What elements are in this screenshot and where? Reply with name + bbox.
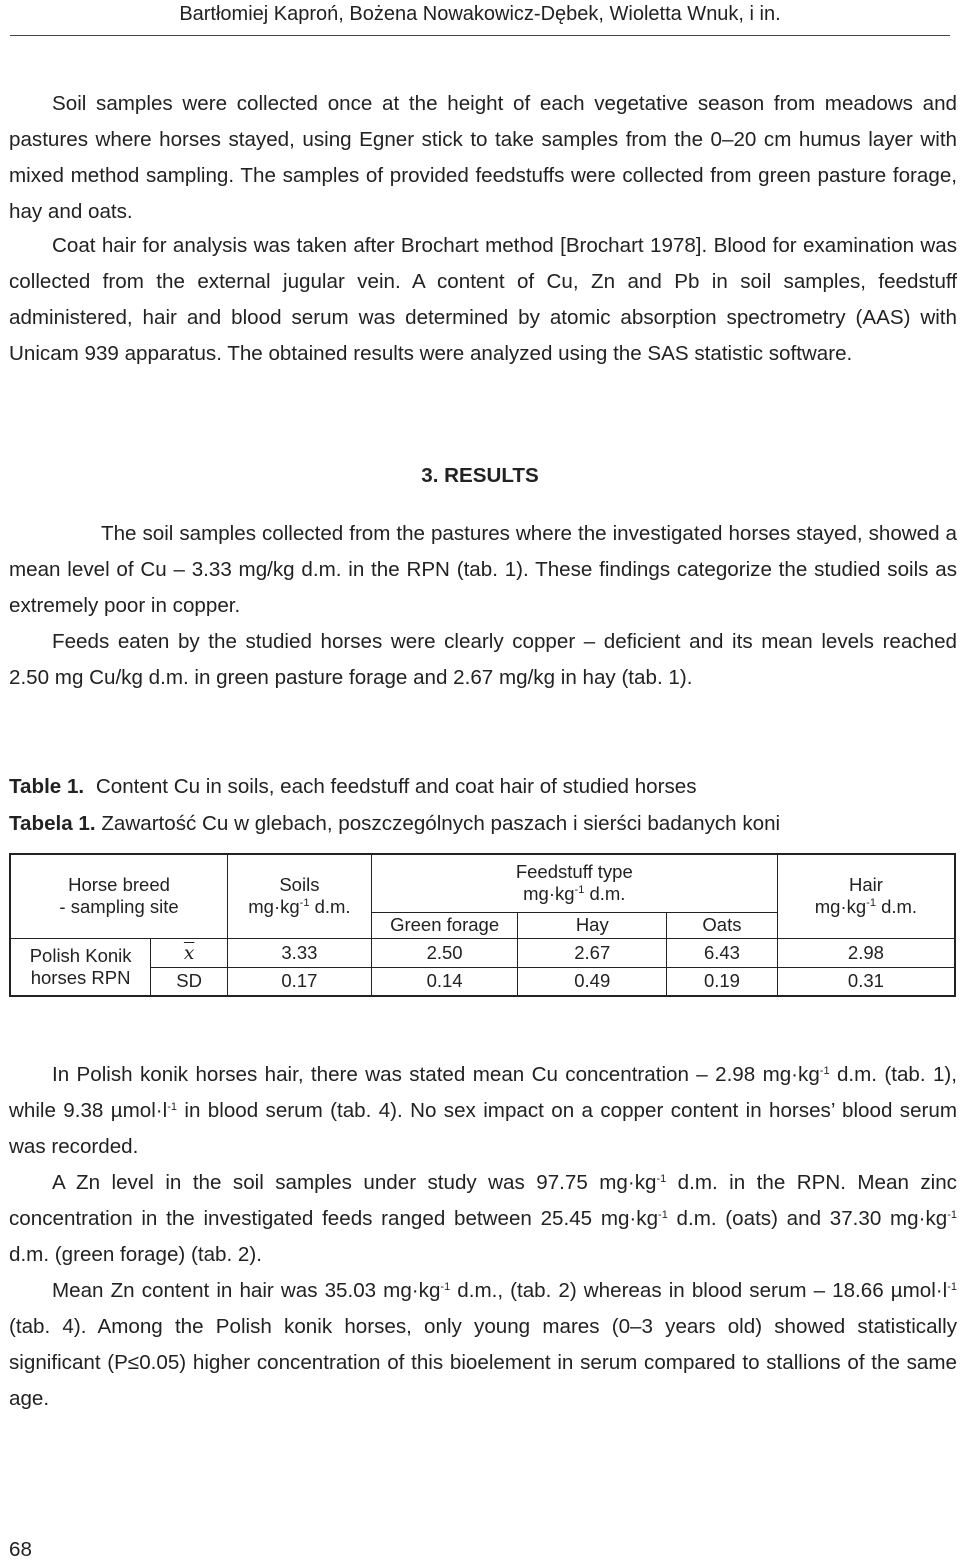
cu-content-table [9,853,956,997]
table-caption-en: Table 1. Content Cu in soils, each feedstuff and coat hair of studied horses [9,775,697,798]
sd-oats: 0.19 [667,967,778,996]
discussion-paragraph-2: A Zn level in the soil samples under study was 97.75 $mg\cdot kg^{-1}$ d.m. in the RPN. Mean zinc concentration in the investigated feeds ranged between 25.45 $mg\cdot kg^{-1}$ d.m. (oats) and 37.30 $mg\cdot kg^{-1}$ d.m. (green forage) (tab. 2). [9,1171,957,1266]
sd-green-forage: 0.14 [371,967,518,996]
mean-hay: 2.67 [518,938,667,967]
sd-hay: 0.49 [518,967,667,996]
sd-soils: 0.17 [228,967,372,996]
methods-paragraph-1: Soil samples were collected once at the height of each vegetative season from meadows and pastures where horses stayed, using Egner stick to take samples from the 0–20 cm humus layer with mixed method sampling. The samples of provided feedstuffs were collected from green pasture forage, hay and oats. [9,92,957,223]
running-header [0,0,960,30]
header-hay: Hay [518,912,667,938]
results-paragraph-2: Feeds eaten by the studied horses were clearly copper – deficient and its mean levels reached 2.50 mg Cu/kg d.m. in green pasture forage and 2.67 mg/kg in hay (tab. 1). [9,630,957,689]
sd-hair: 0.31 [777,967,955,996]
header-horse-breed: Horse breed - sampling site [10,854,228,938]
mean-hair: 2.98 [777,938,955,967]
mean-green-forage: 2.50 [371,938,518,967]
header-hair: Hair $mg\cdot kg^{-1}$ d.m. [777,854,955,938]
results-paragraph-1: The soil samples collected from the pastures where the investigated horses stayed, showed a mean level of Cu – 3.33 mg/kg d.m. in the RPN (tab. 1). These findings categorize the studied soils as extremely poor in copper. [9,522,957,617]
sd-symbol: SD [151,967,228,996]
page-number: 68 [9,1538,32,1561]
discussion-paragraph-3: Mean Zn content in hair was 35.03 $mg\cdot kg^{-1}$ d.m., (tab. 2) whereas in blood serum – 18.66 $\mu mol\cdot l^{-1}$ (tab. 4). Among the Polish konik horses, only young mares (0–3 years old) showed statistically significant (P≤0.05) higher concentration of this bioelement in serum compared to stallions of the same age. [9,1279,957,1410]
methods-paragraph-2: Coat hair for analysis was taken after Brochart method [Brochart 1978]. Blood for examination was collected from the external jugular vein. A content of Cu, Zn and Pb in soil samples, feedstuff administered, hair and blood serum was determined by atomic absorption spectrometry (AAS) with Unicam 939 apparatus. The obtained results were analyzed using the SAS statistic software. [9,234,957,365]
row-label-polish-konik: Polish Konik horses RPN [10,938,151,996]
mean-soils: 3.33 [228,938,372,967]
header-authors: Bartłomiej Kaproń, Bożena Nowakowicz-Dębek, Wioletta Wnuk, i in. [179,3,781,25]
mean-symbol: $\overline{x}$ [151,938,228,967]
header-green-forage: Green forage [371,912,518,938]
table-caption-pl: Tabela 1. Zawartość Cu w glebach, poszczególnych paszach i sierści badanych koni [9,812,781,835]
header-soils: Soils $mg\cdot kg^{-1}$ d.m. [228,854,372,938]
header-oats: Oats [667,912,778,938]
header-feedstuff-type: Feedstuff type $mg\cdot kg^{-1}$ d.m. [371,854,777,912]
discussion-paragraph-1: In Polish konik horses hair, there was stated mean Cu concentration – 2.98 $mg\cdot kg^{-1}$ d.m. (tab. 1), while 9.38 $\mu mol\cdot l^{-1}$ in blood serum (tab. 4). No sex impact on a copper content in horses’ blood serum was recorded. [9,1063,957,1158]
mean-oats: 6.43 [667,938,778,967]
section-title: 3. RESULTS [421,464,539,487]
header-rule [10,35,950,36]
